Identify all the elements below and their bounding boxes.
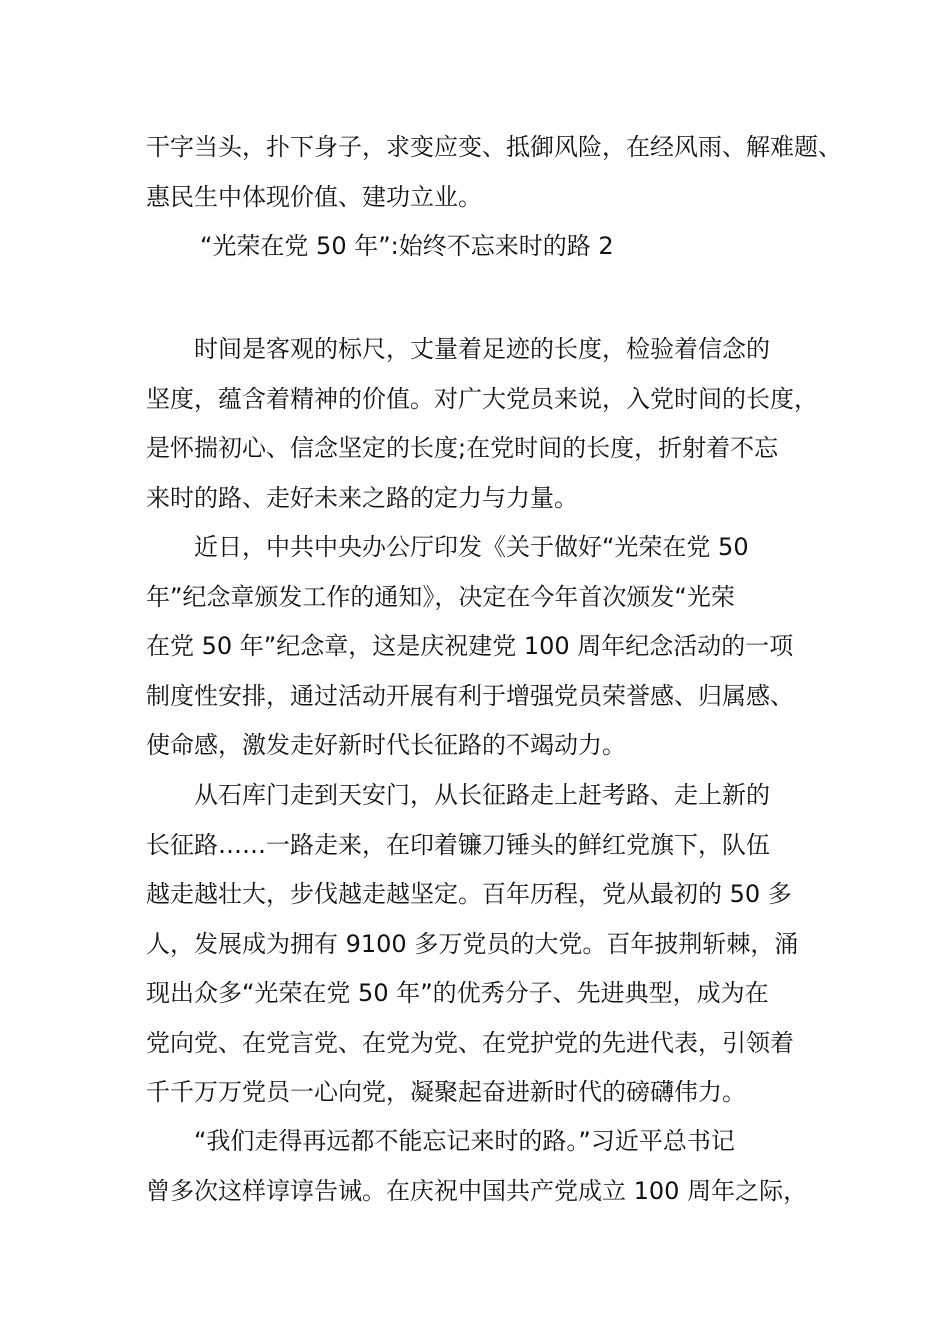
- paragraph-line: 人，发展成为拥有 9100 多万党员的大党。百年披荆斩棘，涌: [146, 929, 799, 958]
- paragraph-line: 来时的路、走好未来之路的定力与力量。: [146, 483, 578, 512]
- paragraph-line: 坚度，蕴含着精神的价值。对广大党员来说，入党时间的长度，: [146, 384, 818, 413]
- paragraph-1: [146, 325, 818, 523]
- paragraph-line: 惠民生中体现价值、建功立业。: [146, 182, 482, 211]
- paragraph-line: 制度性安排，通过活动开展有利于增强党员荣誉感、归属感、: [146, 681, 794, 710]
- paragraph-line: 长征路……一路走来，在印着镰刀锤头的鲜红党旗下，队伍: [146, 830, 770, 859]
- paragraph-line: 曾多次这样谆谆告诫。在庆祝中国共产党成立 100 周年之际，: [146, 1176, 808, 1205]
- paragraph-line: 现出众多“光荣在党 50 年”的优秀分子、先进典型，成为在: [146, 979, 769, 1007]
- paragraph-line: 干字当头，扑下身子，求变应变、抵御风险，在经风雨、解难题、: [146, 133, 842, 161]
- paragraph-line: 从石库门走到天安门，从长征路走上赶考路、走上新的: [194, 781, 770, 809]
- paragraph-line: 使命感，激发走好新时代长征路的不竭动力。: [146, 731, 626, 759]
- intro-paragraph: [146, 123, 842, 222]
- paragraph-4: [146, 1117, 812, 1216]
- paragraph-line: 近日，中共中央办公厅印发《关于做好“光荣在党 50: [194, 533, 749, 561]
- section-title-text: “光荣在党 50 年”:始终不忘来时的路 2: [200, 232, 614, 260]
- paragraph-line: 在党 50 年”纪念章，这是庆祝建党 100 周年纪念活动的一项: [146, 632, 794, 660]
- paragraph-line: 是怀揣初心、信念坚定的长度;在党时间的长度，折射着不忘: [146, 434, 779, 462]
- paragraph-line: 千千万万党员一心向党，凝聚起奋进新时代的磅礴伟力。: [146, 1078, 746, 1106]
- paragraph-line: 党向党、在党言党、在党为党、在党护党的先进代表，引领着: [146, 1028, 794, 1057]
- paragraph-3: [146, 771, 812, 1118]
- paragraph-line: 越走越壮大，步伐越走越坚定。百年历程，党从最初的 50 多: [146, 880, 792, 908]
- paragraph-2: [146, 523, 812, 771]
- section-title: [146, 222, 812, 272]
- paragraph-line: 时间是客观的标尺，丈量着足迹的长度，检验着信念的: [194, 335, 770, 363]
- paragraph-line: “我们走得再远都不能忘记来时的路。”习近平总书记: [194, 1127, 735, 1155]
- paragraph-line: 年”纪念章颁发工作的通知》，决定在今年首次颁发“光荣: [146, 582, 735, 611]
